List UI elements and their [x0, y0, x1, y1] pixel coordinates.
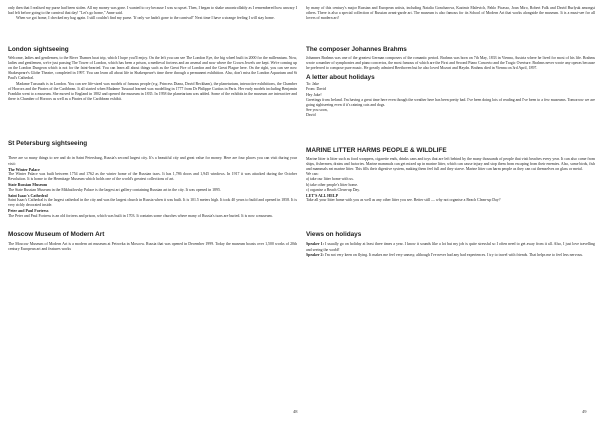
- russian-museum-heading: State Russian Museum: [8, 182, 48, 188]
- tussauds-paragraph: Madame Tussauds is in London. You can see life-sized wax models of famous people (e.g. Princess Diana, David Beckham), the planetarium, interactive exhibitions, the Chamber of Horrors and the Pirates of the Caribbean. It all started when Madame Tussaud learned wax modelling in 1777 from Dr Philippe Curtius in Paris. Her early models including Benjamin Franklin went to a museum. She moved to England in 1802 and opened the museum in 1835. In 1958 the planetarium was added. Some of the exhibits in the museum are interactive and there is Chamber of Horrors as well as a Pirates of the Caribbean exhibit.: [8, 81, 297, 102]
- saint-isaac-heading: Saint Isaac's Cathedral: [8, 192, 48, 198]
- marine-closing: Take all your litter home with you as well as any other litter you see. Better still — why not organise a Beach Clean-up Day?: [306, 198, 501, 203]
- marine-option-c: c) organise a Beach Clean-up Day.: [306, 187, 360, 192]
- speaker-1-label: Speaker 1:: [306, 242, 324, 247]
- russian-museum-text: The State Russian Museum in the Mikhailovsky Palace is the largest art gallery containing Russian art in the city. It was opened in 1895.: [8, 187, 221, 192]
- st-petersburg-intro: There are so many things to see and do in Saint Petersburg, Russia's second largest city. It's a beautiful city and great value for money. Here are four places you can visit during your visit:: [8, 156, 297, 166]
- moscow-continued: by many of this century's major Russian and European artists, including Natalia Goncharova, Kazimir Malevich, Pablo Picasso, Joan Miro, Robert Falk and David Burlyuk amongst others. There is also a special collection of Russian avant-garde art. The museum is also famous for its School of Modern Art that works alongside the museum. It is a must-see for all lovers of modern art!: [306, 6, 595, 21]
- views-heading: Views on holidays: [306, 231, 362, 239]
- winter-palace-text: The Winter Palace was built between 1754 and 1762 as the winter home of the Russian tsars. It has 1,786 doors and 1,945 windows. In 1917 it was attacked during the October Revolution. It is home to the Hermitage Museum which holds one of the world's greatest collections of art.: [8, 172, 297, 182]
- marine-we-can: We can:: [306, 172, 319, 177]
- carnival-story-ending: When we got home, I checked my bag again. I still couldn't find my purse. 'If only we hadn't gone to the carnival!' Next time I have a strange feeling I will stay home.: [16, 16, 275, 21]
- fortress-heading: Peter and Paul Fortress: [8, 208, 49, 214]
- speaker-2-label: Speaker 2:: [306, 252, 324, 257]
- letter-signature: David: [306, 113, 316, 118]
- speaker-2-text: I'm not very keen on flying. It makes me feel very uneasy, although I've never had any bad experiences. I try to travel with friends. That helps me to feel less nervous.: [324, 252, 583, 257]
- page-number-right: 49: [582, 409, 587, 414]
- marine-litter-heading: MARINE LITTER HARMS PEOPLE & WILDLIFE: [306, 146, 447, 154]
- letter-from: From: David: [306, 87, 326, 92]
- brahms-heading: The composer Johannes Brahms: [306, 45, 407, 53]
- moscow-paragraph: The Moscow Museum of Modern Art is a modern art museum at Petrovka in Moscow. Russia that was opened in December 1999. Today the museum boasts over 1,500 works of 20th century European art and features works: [8, 241, 297, 252]
- st-petersburg-heading: St Petersburg sightseeing: [8, 140, 88, 148]
- speaker-1-text: I usually go on holiday at least three times a year. I know it sounds like a lot but my job is quite stressful so I often need to get away from it all. Also, I just love travelling and seeing the world!: [306, 242, 596, 252]
- marine-option-b: b) take other people's litter home.: [306, 182, 359, 187]
- left-page: [8, 6, 297, 252]
- letter-body: Greetings from Ireland. I'm having a great time here even though the weather here has been pretty bad. I've been doing lots of reading and I've been to a few museums. Tomorrow we are going sightseeing even if it's raining cats and dogs.: [306, 97, 595, 108]
- speaker-1-quote: [306, 242, 595, 252]
- london-paragraph: Welcome, ladies and gentlemen, to the River Thames boat trip, which I hope you'll enjoy. On the left you can see The London Eye, the big wheel built in 2000 for the millennium. Now, ladies and gentlemen, we're just passing The Tower of London, which has been a prison, a medieval fortress and an arsenal and now where the Crown Jewels are kept. We're coming up on the London Dungeon which is not for the faint-hearted. You can learn all about things such as the Great Fire of London and the Great Plague here. On the right, you can see now Shakespeare's Globe Theatre, completed in 1997. You can learn all about life in Shakespeare's time there through a permanent exhibition. Also, don't miss the London Aquarium and St Paul's Cathedral.: [8, 55, 297, 81]
- brahms-paragraph: Johannes Brahms was one of the greatest German composers of the romantic period. Brahms was born on 7th May, 1833 in Vienna, Austria where he lived for most of his life. Brahms wrote a number of symphonies and piano concertos, the most famous of which are the First and Second Piano Concerto and the Tragic Overture. Brahms never wrote any operas because he preferred to compose pure music. He greatly admired Beethoven but he also loved Mozart and Haydn. Brahms died in Vienna on 3rd April, 1897.: [306, 55, 595, 71]
- speaker-2-quote: [306, 253, 595, 258]
- fortress-text: The Peter and Paul Fortress is an old fortress and prison, which was built in 1703. It contains some churches where many of Russia's tsars are buried. It is now a museum.: [8, 213, 273, 218]
- winter-palace-heading: The Winter Palace: [8, 166, 40, 172]
- right-page: [306, 6, 595, 258]
- letter-to: To: Jake: [306, 82, 320, 87]
- london-heading: London sightseeing: [8, 45, 69, 53]
- letter-heading: A letter about holidays: [306, 74, 375, 82]
- marine-option-a: a) take our litter home with us.: [306, 177, 354, 182]
- page-number-left: 48: [293, 409, 298, 414]
- carnival-story-end: only then that I realised my purse had been stolen. All my money was gone. I wanted to cry because I was so upset. Then, I began to shake uncontrollably as I remembered how unwary I had felt before going to the carnival that day! "Let's go home," Anne said.: [8, 6, 297, 16]
- letter-greeting: Hey Jake!: [306, 92, 322, 97]
- saint-isaac-text: Saint Isaac's Cathedral is the largest cathedral in the city and was the largest church in Russia when it was built. It is 101.5 meters high. It took 40 years to build and opened in 1858. It is very richly decorated inside.: [8, 198, 297, 208]
- moscow-heading: Moscow Museum of Modern Art: [8, 230, 105, 238]
- letter-signoff: See you soon,: [306, 108, 328, 113]
- marine-litter-paragraph: Marine litter is litter such as food wrappers, cigarette ends, drinks cans and toys that are left behind by the many thousands of people that visit beaches every year. It can also come from ships, fishermen, drains and factories. Marine mammals can get mixed up in marine litter, which can cause injury and stop them from escaping from their enemies. Also, some birds, fish and mammals eat marine litter. This fills their digestive system, making them feel full and they starve. Marine litter can harm people as they can cut themselves on glass or metal.: [306, 156, 595, 172]
- lets-all-help-heading: LET'S ALL HELP: [306, 193, 339, 199]
